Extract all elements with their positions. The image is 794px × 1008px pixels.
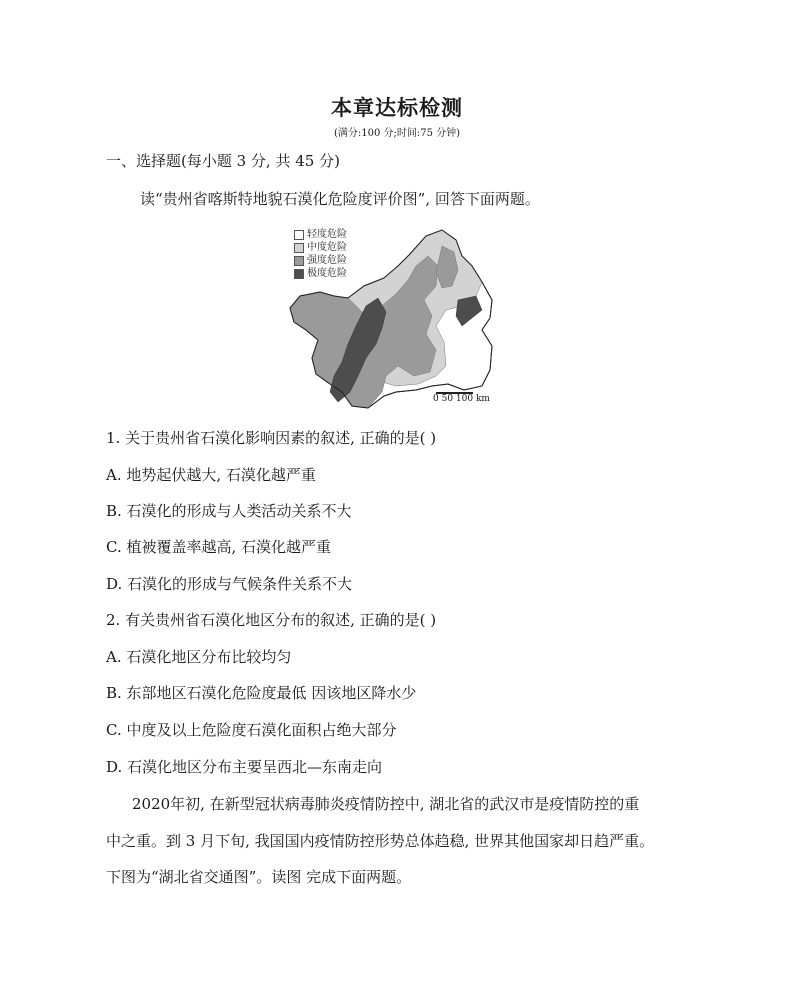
question-2-option-c: C. 中度及以上危险度石漠化面积占绝大部分 — [106, 721, 397, 739]
question-1-stem: 1. 关于贵州省石漠化影响因素的叙述, 正确的是( ) — [106, 429, 437, 447]
question-1-option-b: B. 石漠化的形成与人类活动关系不大 — [106, 502, 352, 520]
passage-line-3: 下图为“湖北省交通图”。读图 完成下面两题。 — [106, 868, 412, 886]
legend-item — [294, 241, 347, 254]
legend-label: 强度危险 — [307, 255, 347, 266]
legend-swatch-light — [294, 230, 304, 240]
question-2-stem: 2. 有关贵州省石漠化地区分布的叙述, 正确的是( ) — [106, 611, 437, 629]
question-1-option-a: A. 地势起伏越大, 石漠化越严重 — [106, 466, 316, 484]
passage-line-1: 2020年初, 在新型冠状病毒肺炎疫情防控中, 湖北省的武汉市是疫情防控的重 — [132, 795, 640, 813]
question-1-option-d: D. 石漠化的形成与气候条件关系不大 — [106, 575, 353, 593]
legend-item — [294, 254, 347, 267]
question-2-option-b: B. 东部地区石漠化危险度最低 因该地区降水少 — [106, 684, 417, 702]
legend-swatch-moderate — [294, 243, 304, 253]
question-2-option-d: D. 石漠化地区分布主要呈西北—东南走向 — [106, 758, 383, 776]
page-subtitle: (满分:100 分;时间:75 分钟) — [333, 128, 461, 139]
legend-label: 中度危险 — [307, 242, 347, 253]
map-legend — [294, 228, 347, 280]
question-1-option-c: C. 植被覆盖率越高, 石漠化越严重 — [106, 538, 332, 556]
question-2-option-a: A. 石漠化地区分布比较均匀 — [106, 648, 292, 666]
legend-swatch-extreme — [294, 269, 304, 279]
section-heading: 一、选择题(每小题 3 分, 共 45 分) — [106, 152, 340, 170]
legend-label: 轻度危险 — [307, 229, 347, 240]
legend-swatch-strong — [294, 256, 304, 266]
page-title: 本章达标检测 — [331, 96, 463, 120]
legend-item — [294, 228, 347, 241]
scale-label: 0 50 100 km — [433, 394, 490, 404]
legend-item — [294, 267, 347, 280]
legend-label: 极度危险 — [307, 268, 347, 279]
question-intro: 读“贵州省喀斯特地貌石漠化危险度评价图”, 回答下面两题。 — [140, 190, 540, 208]
guizhou-map-figure — [286, 226, 506, 412]
passage-line-2: 中之重。到 3 月下旬, 我国国内疫情防控形势总体趋稳, 世界其他国家却日趋严重。 — [106, 832, 655, 850]
